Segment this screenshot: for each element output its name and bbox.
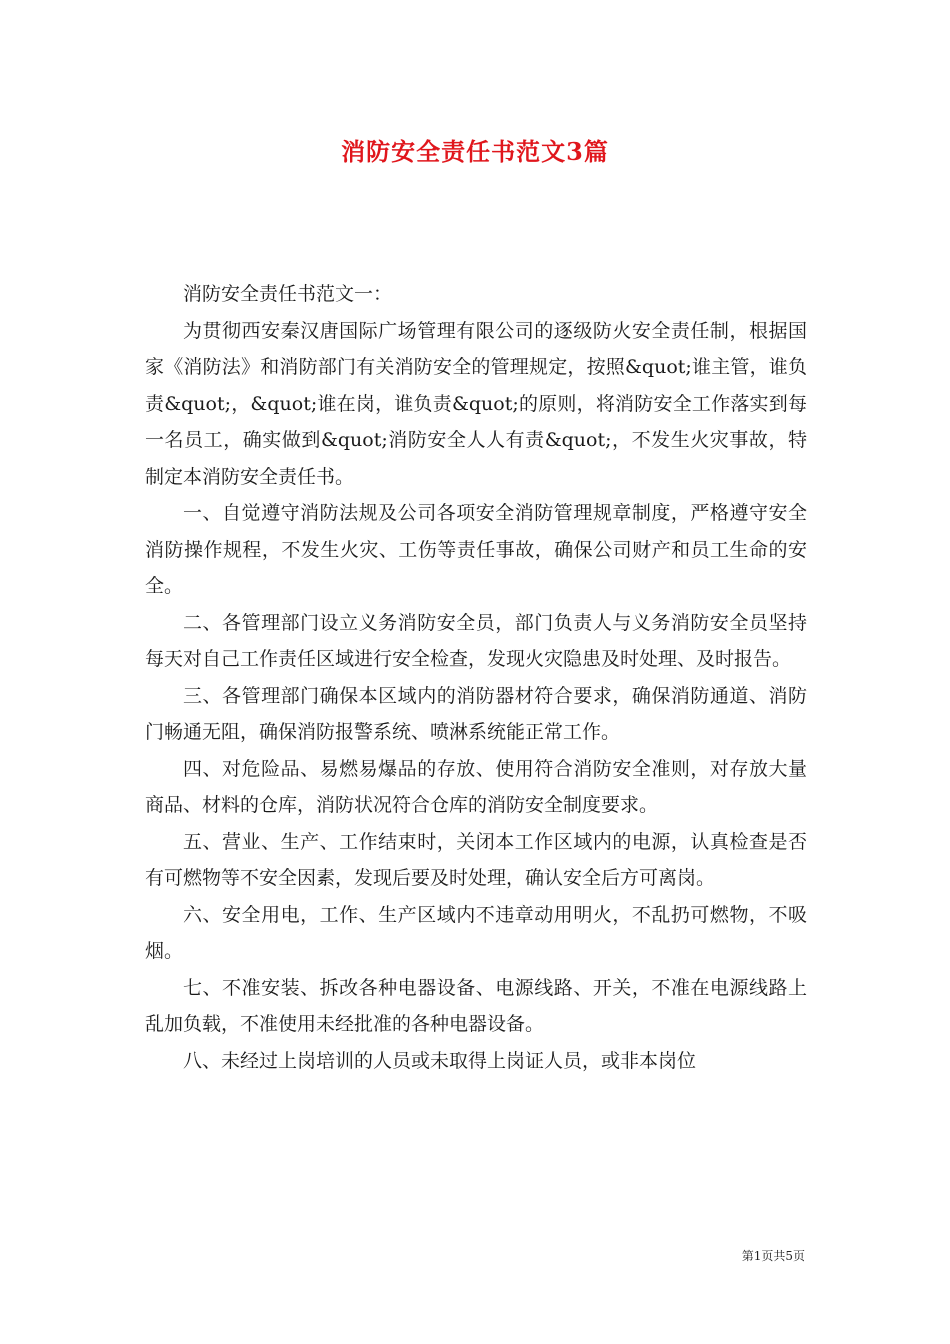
document-title: 消防安全责任书范文3篇 [341, 137, 609, 166]
paragraph: 二、各管理部门设立义务消防安全员，部门负责人与义务消防安全员坚持每天对自己工作责任区域进行安全检查，发现火灾隐患及时处理、及时报告。 [145, 611, 807, 670]
paragraph: 六、安全用电，工作、生产区域内不违章动用明火，不乱扔可燃物，不吸烟。 [145, 903, 807, 962]
paragraph: 七、不准安装、拆改各种电器设备、电源线路、开关，不准在电源线路上乱加负载，不准使用未经批准的各种电器设备。 [145, 976, 807, 1035]
paragraph: 三、各管理部门确保本区域内的消防器材符合要求，确保消防通道、消防门畅通无阻，确保消防报警系统、喷淋系统能正常工作。 [145, 684, 807, 743]
paragraph: 一、自觉遵守消防法规及公司各项安全消防管理规章制度，严格遵守安全消防操作规程，不发生火灾、工伤等责任事故，确保公司财产和员工生命的安全。 [145, 502, 807, 597]
paragraph: 五、营业、生产、工作结束时，关闭本工作区域内的电源，认真检查是否有可燃物等不安全因素，发现后要及时处理，确认安全后方可离岗。 [145, 830, 807, 889]
paragraph: 八、未经过上岗培训的人员或未取得上岗证人员，或非本岗位 [183, 1049, 697, 1072]
paragraph: 消防安全责任书范文一： [183, 283, 393, 305]
document-body [145, 276, 807, 1079]
paragraph: 为贯彻西安秦汉唐国际广场管理有限公司的逐级防火安全责任制，根据国家《消防法》和消防部门有关消防安全的管理规定，按照&quot;谁主管，谁负责&quot;，&quot;谁在岗，谁负责&quot;的原则，将消防安全工作落实到每一名员工，确实做到&quot;消防安全人人有责&quot;，不发生火灾事故，特制定本消防安全责任书。 [145, 319, 807, 488]
page-number: 第1页共5页 [741, 1249, 805, 1263]
paragraph: 四、对危险品、易燃易爆品的存放、使用符合消防安全准则，对存放大量商品、材料的仓库，消防状况符合仓库的消防安全制度要求。 [145, 757, 807, 816]
